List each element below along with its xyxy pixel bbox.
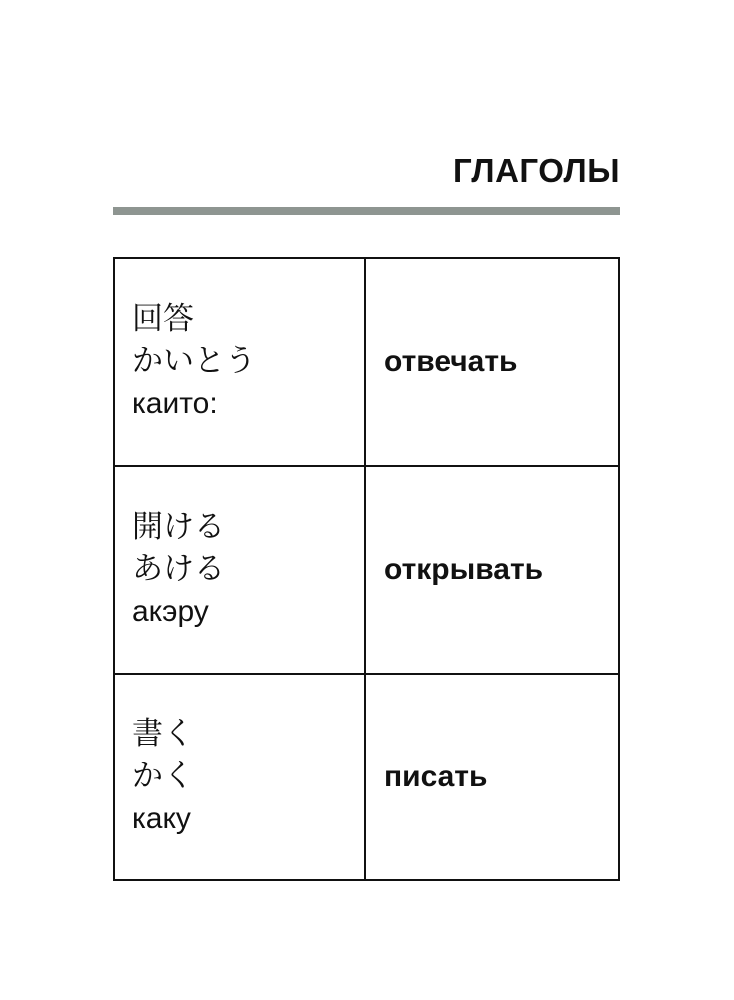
kana-reading: あける [132,551,225,587]
russian-translation: писать [384,760,488,793]
kanji-word: 書く [132,716,194,752]
russian-translation: открывать [384,553,544,586]
title-divider [113,207,620,215]
page-title: ГЛАГОЛЫ [453,152,620,189]
vocab-row [115,259,618,465]
japanese-cell [115,467,366,673]
translation-cell [366,467,618,673]
transliteration: каито: [132,387,218,420]
translation-cell [366,675,618,879]
japanese-cell [115,675,366,879]
transliteration: каку [132,802,191,835]
kanji-word: 回答 [132,301,194,337]
russian-translation: отвечать [384,345,518,378]
translation-cell [366,259,618,465]
kanji-word: 開ける [132,509,225,545]
transliteration: акэру [132,595,209,628]
vocab-row [115,673,618,879]
kana-reading: かく [132,758,194,794]
japanese-cell [115,259,366,465]
kana-reading: かいとう [132,343,256,379]
vocabulary-table [113,257,620,881]
vocab-row [115,465,618,673]
